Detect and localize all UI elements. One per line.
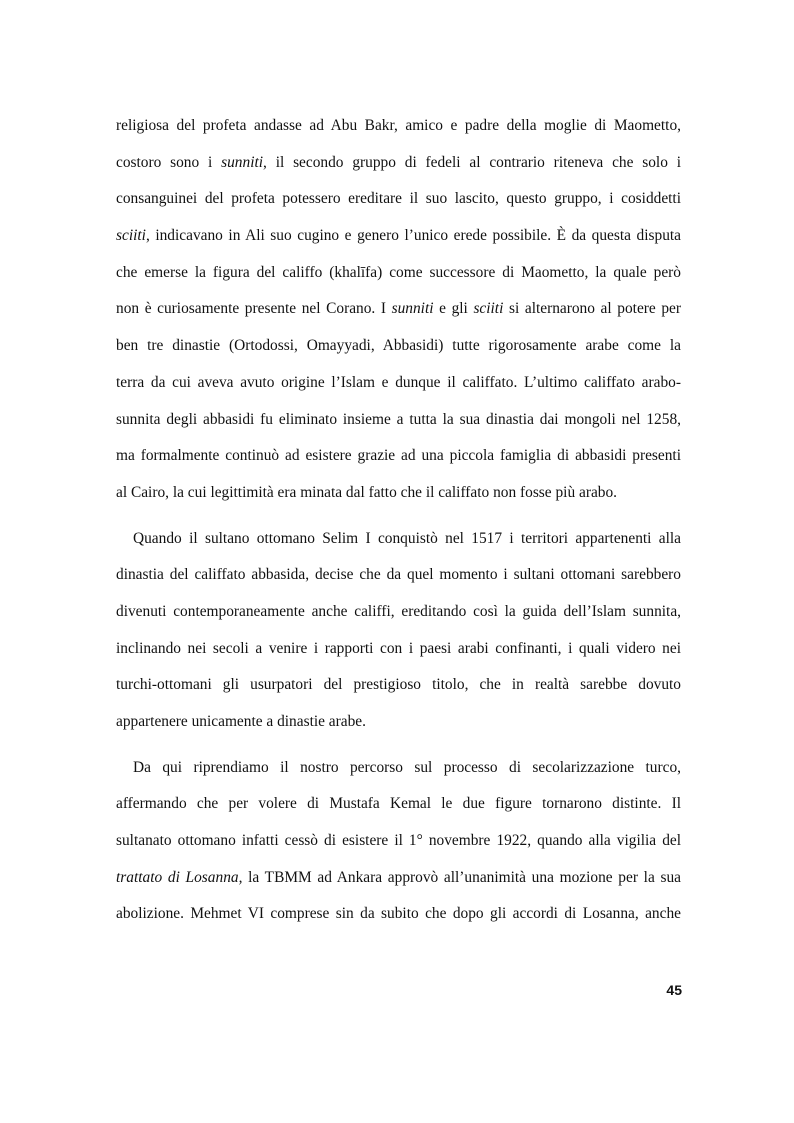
document-page (116, 108, 681, 933)
text-line: terra da cui aveva avuto origine l’Islam e dunque il califfato. L’ultimo califfato arabo- (116, 373, 681, 391)
text-line: che emerse la figura del califfo (khalīfa) come successore di Maometto, la quale però (116, 263, 681, 281)
text-line: abolizione. Mehmet VI comprese sin da subito che dopo gli accordi di Losanna, anche (116, 905, 681, 923)
text-line: ma formalmente continuò ad esistere grazie ad una piccola famiglia di abbasidi presenti (116, 447, 681, 465)
text-line: dinastia del califfato abbasida, decise che da quel momento i sultani ottomani sarebbero (116, 566, 681, 584)
paragraph-2 (116, 521, 681, 741)
text-line: affermando che per volere di Mustafa Kemal le due figure tornarono distinte. Il (116, 795, 681, 813)
text-line: Quando il sultano ottomano Selim I conquistò nel 1517 i territori appartenenti alla (133, 529, 681, 547)
page-number: 45 (666, 982, 682, 998)
text-line: Da qui riprendiamo il nostro percorso sul processo di secolarizzazione turco, (133, 758, 681, 776)
paragraph-3 (116, 750, 681, 933)
italic-term: trattato di Losanna, (116, 868, 243, 886)
italic-term: sciiti (116, 227, 146, 245)
text-line: sciiti, indicavano in Ali suo cugino e genero l’unico erede possibile. È da questa disputa (116, 227, 681, 245)
text-line: appartenere unicamente a dinastie arabe. (116, 713, 366, 730)
text-line: sunnita degli abbasidi fu eliminato insieme a tutta la sua dinastia dai mongoli nel 1258, (116, 410, 681, 428)
text-line: divenuti contemporaneamente anche califfi, ereditando così la guida dell’Islam sunnita, (116, 602, 681, 620)
text-line: al Cairo, la cui legittimità era minata dal fatto che il califfato non fosse più arabo. (116, 483, 618, 501)
text-line: sultanato ottomano infatti cessò di esistere il 1° novembre 1922, quando alla vigilia del (116, 832, 681, 850)
paragraph-1 (116, 108, 681, 512)
text-line: turchi-ottomani gli usurpatori del prestigioso titolo, che in realtà sarebbe dovuto (116, 676, 681, 694)
text-line: costoro sono i sunniti, il secondo gruppo di fedeli al contrario riteneva che solo i (116, 153, 681, 171)
text-line: inclinando nei secoli a venire i rapporti con i paesi arabi confinanti, i quali videro nei (116, 639, 681, 657)
text-line: ben tre dinastie (Ortodossi, Omayyadi, Abbasidi) tutte rigorosamente arabe come la (116, 337, 681, 355)
text-line: non è curiosamente presente nel Corano. I sunniti e gli sciiti si alternarono al potere per (116, 300, 681, 318)
italic-term: sunniti (221, 153, 264, 171)
text-line: consanguinei del profeta potessero ereditare il suo lascito, questo gruppo, i cosiddetti (116, 190, 681, 208)
text-line: religiosa del profeta andasse ad Abu Bakr, amico e padre della moglie di Maometto, (116, 117, 681, 134)
italic-term: sunniti (391, 300, 434, 318)
text-line: trattato di Losanna, la TBMM ad Ankara approvò all’unanimità una mozione per la sua (116, 868, 681, 886)
italic-term: sciiti (473, 300, 504, 318)
